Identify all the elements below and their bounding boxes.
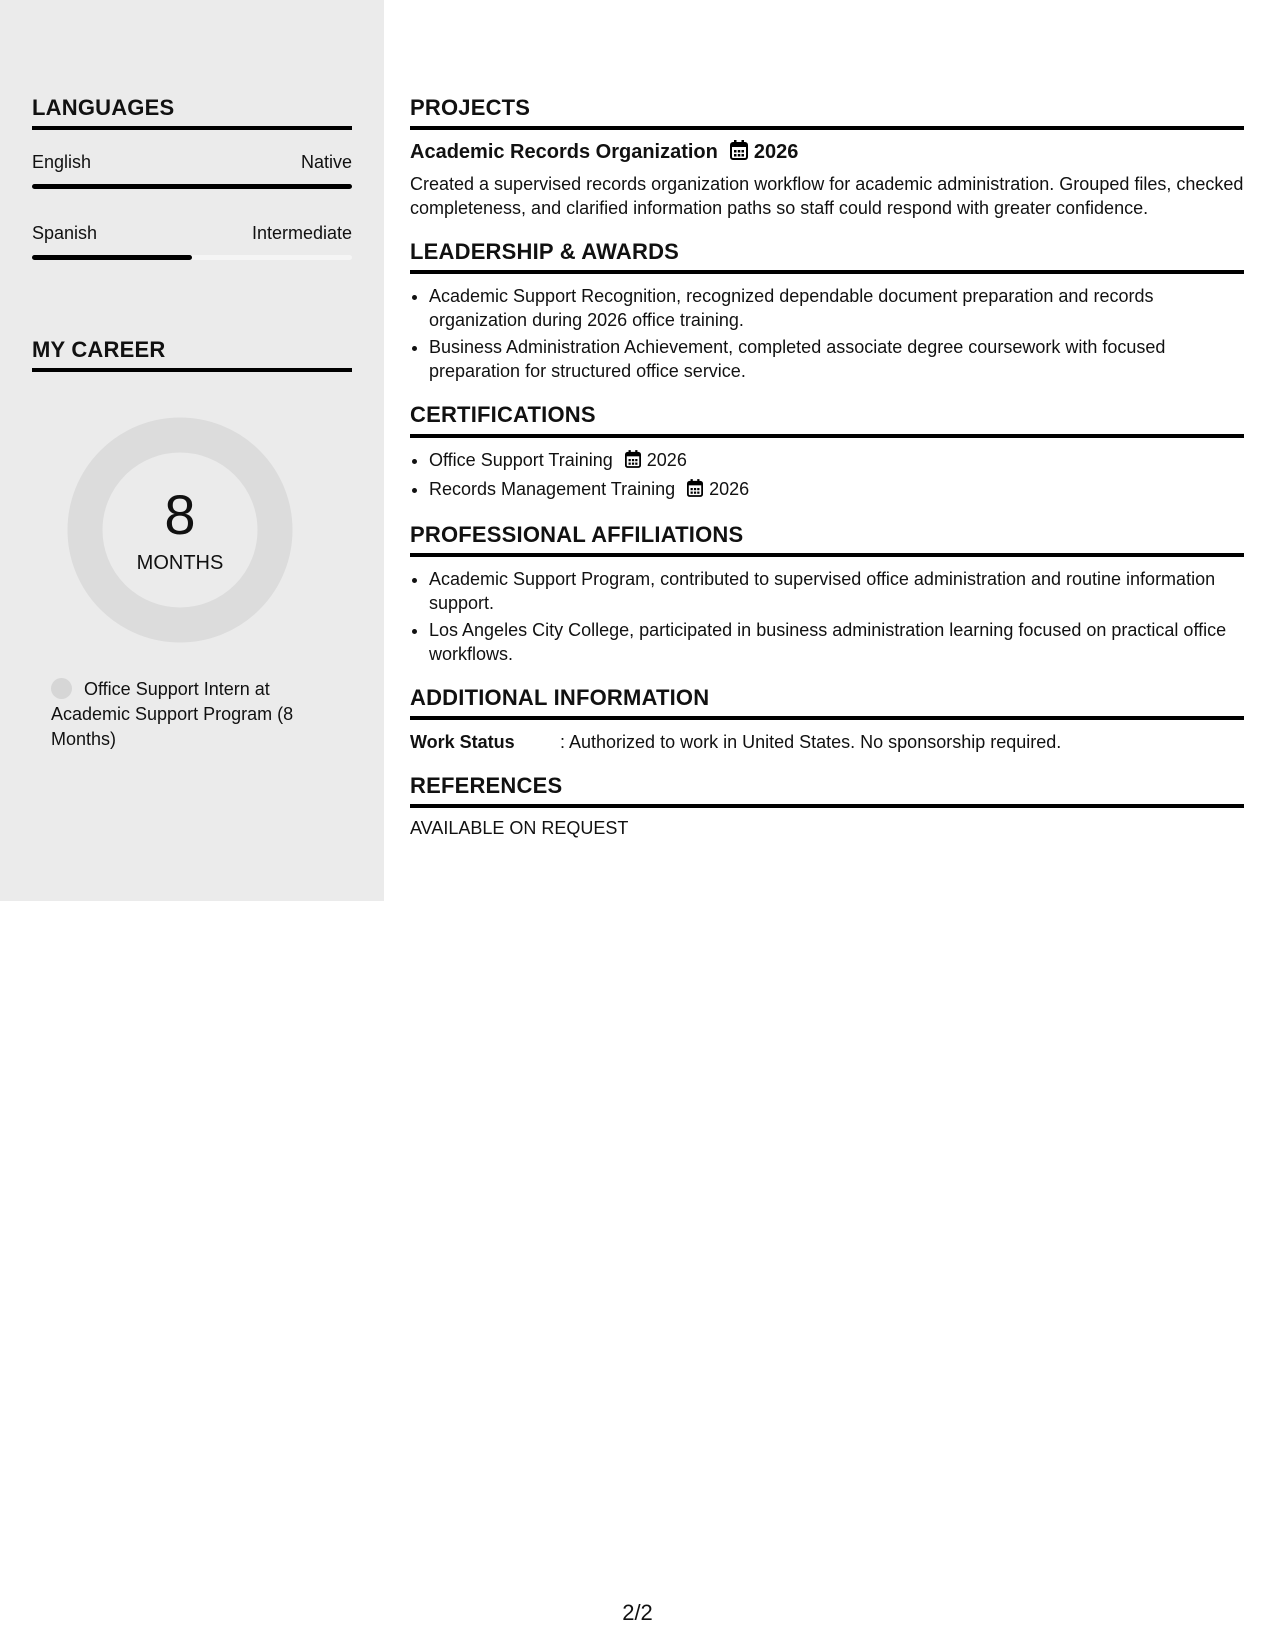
affiliation-item: • Academic Support Program, contributed to supervised office administration and routine information support. [429, 567, 1244, 615]
career-section [32, 338, 352, 372]
award-item: • Business Administration Achievement, completed associate degree coursework with focused preparation for structured office service. [429, 335, 1244, 383]
language-proficiency-fill [32, 255, 192, 260]
additional-section [410, 686, 1244, 754]
language-item-english [32, 152, 352, 189]
projects-title: PROJECTS [410, 96, 1244, 130]
language-proficiency-bar [32, 184, 352, 189]
work-status-value: : Authorized to work in United States. No sponsorship required. [560, 731, 1062, 752]
certification-year: 2026 [646, 449, 687, 470]
certification-item [429, 448, 1244, 474]
calendar-icon [730, 140, 748, 166]
work-status-label: Work Status [410, 731, 515, 752]
project-name: Academic Records Organization [410, 141, 718, 164]
calendar-icon [625, 450, 641, 474]
references-title: REFERENCES [410, 774, 1244, 808]
sidebar [0, 0, 384, 901]
career-legend-item [51, 677, 321, 752]
project-description: Created a supervised records organization workflow for academic administration. Grouped files, checked completeness, and clarified information paths so staff could respond with greater confidence. [410, 174, 1244, 219]
certifications-title: CERTIFICATIONS [410, 403, 1244, 437]
project-heading [410, 140, 1244, 166]
page-number: 2/2 [622, 1600, 653, 1625]
language-level: Intermediate [251, 223, 352, 244]
language-name: English [32, 152, 92, 173]
languages-section [32, 96, 352, 260]
certifications-section [410, 403, 1244, 502]
work-status-row [410, 730, 1244, 754]
career-title: MY CAREER [32, 338, 352, 372]
references-text: AVAILABLE ON REQUEST [410, 818, 629, 839]
affiliations-title: PROFESSIONAL AFFILIATIONS [410, 523, 1244, 557]
award-item: • Academic Support Recognition, recognized dependable document preparation and records organization during 2026 office training. [429, 284, 1244, 332]
language-proficiency-fill [32, 184, 352, 189]
project-year: 2026 [753, 141, 799, 164]
language-item-spanish [32, 223, 352, 260]
career-item-label: Office Support Intern at Academic Support Program (8 Months) [51, 679, 294, 749]
language-name: Spanish [32, 223, 98, 244]
languages-title: LANGUAGES [32, 96, 352, 130]
affiliations-section [410, 523, 1244, 666]
certification-year: 2026 [709, 478, 750, 499]
language-proficiency-bar [32, 255, 352, 260]
legend-dot [51, 678, 72, 699]
main-content [410, 96, 1244, 859]
awards-title: LEADERSHIP & AWARDS [410, 240, 1244, 274]
projects-section [410, 96, 1244, 220]
certification-name: Records Management Training [429, 478, 676, 499]
additional-title: ADDITIONAL INFORMATION [410, 686, 1244, 720]
certification-item [429, 477, 1244, 503]
career-total-unit: MONTHS [136, 552, 224, 574]
language-level: Native [300, 152, 352, 173]
calendar-icon [687, 479, 703, 503]
awards-section [410, 240, 1244, 383]
affiliation-item: • Los Angeles City College, participated in business administration learning focused on practical office workflows. [429, 618, 1244, 666]
references-section [410, 774, 1244, 839]
career-total-value: 8 [164, 483, 196, 546]
certification-name: Office Support Training [429, 449, 613, 470]
